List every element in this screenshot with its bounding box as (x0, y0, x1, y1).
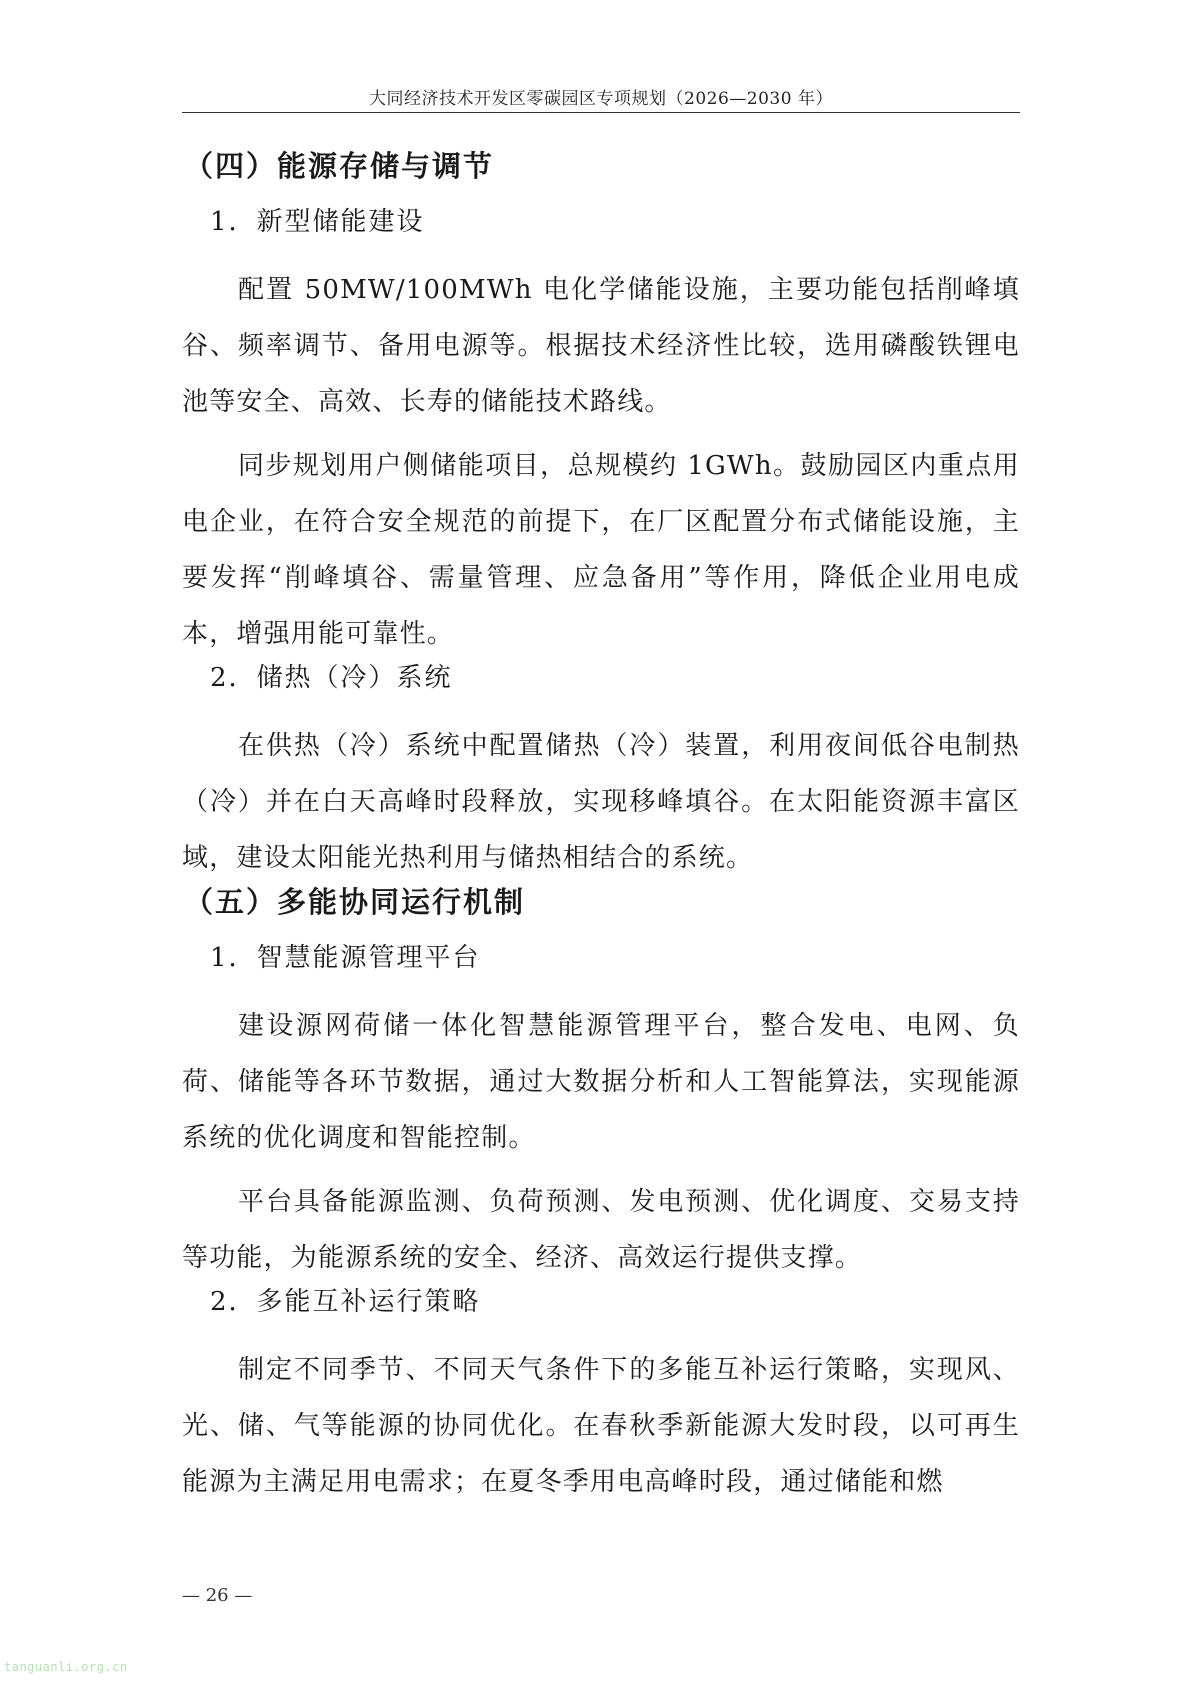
paragraph: 同步规划用户侧储能项目，总规模约 1GWh。鼓励园区内重点用电企业，在符合安全规范的前提下，在厂区配置分布式储能设施，主要发挥“削峰填谷、需量管理、应急备用”等作用，降低企业用电成本，增强用能可靠性。 (182, 451, 1020, 649)
subsection-heading-5-2: 2．多能互补运行策略 (210, 1287, 481, 1317)
paragraph: 制定不同季节、不同天气条件下的多能互补运行策略，实现风、光、储、气等能源的协同优化。在春秋季新能源大发时段，以可再生能源为主满足用电需求；在夏冬季用电高峰时段，通过储能和燃 (182, 1355, 1020, 1497)
section-heading-4: （四）能源存储与调节 (184, 149, 495, 183)
section-heading-5: （五）多能协同运行机制 (184, 885, 526, 919)
paragraph: 平台具备能源监测、负荷预测、发电预测、优化调度、交易支持等功能，为能源系统的安全、经济、高效运行提供支撑。 (182, 1187, 1020, 1273)
page-number: — 26 — (182, 1585, 253, 1606)
paragraph: 配置 50MW/100MWh 电化学储能设施，主要功能包括削峰填谷、频率调节、备用电源等。根据技术经济性比较，选用磷酸铁锂电池等安全、高效、长寿的储能技术路线。 (182, 275, 1020, 417)
paragraph: 建设源网荷储一体化智慧能源管理平台，整合发电、电网、负荷、储能等各环节数据，通过大数据分析和人工智能算法，实现能源系统的优化调度和智能控制。 (182, 1011, 1020, 1153)
header-rule (182, 112, 1020, 113)
paragraph: 在供热（冷）系统中配置储热（冷）装置，利用夜间低谷电制热（冷）并在白天高峰时段释放，实现移峰填谷。在太阳能资源丰富区域，建设太阳能光热利用与储热相结合的系统。 (182, 731, 1020, 873)
subsection-heading-4-1: 1．新型储能建设 (210, 207, 425, 237)
document-body (182, 150, 1020, 1510)
running-header: 大同经济技术开发区零碳园区专项规划（2026—2030 年） (369, 89, 833, 109)
watermark: tanguanli.org.cn (4, 1660, 128, 1674)
subsection-heading-5-1: 1．智慧能源管理平台 (210, 943, 481, 973)
subsection-heading-4-2: 2．储热（冷）系统 (210, 663, 453, 693)
